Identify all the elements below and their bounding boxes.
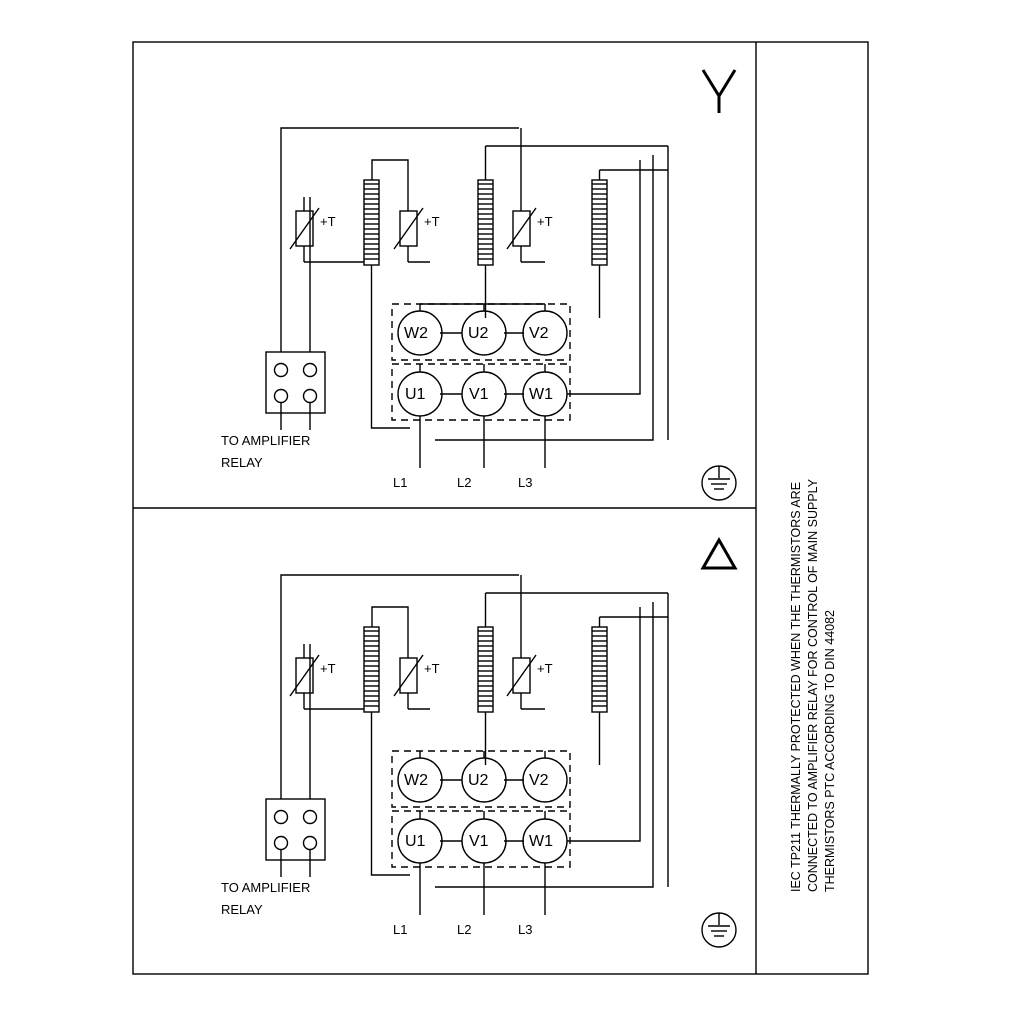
terminal-label-V1-star: V1: [469, 386, 489, 403]
thermistor-label-1-delta: +T: [320, 661, 336, 676]
terminal-label-V2-delta: V2: [529, 772, 549, 789]
amplifier-label-line1-star: TO AMPLIFIER: [221, 433, 311, 448]
side-note-line2: CONNECTED TO AMPLIFIER RELAY FOR CONTROL OF MAIN SUPPLY: [806, 478, 820, 892]
winding-coil-1-star: [364, 180, 379, 310]
thermistor-label-3-star: +T: [537, 214, 553, 229]
amplifier-terminal-block-star: [266, 352, 325, 418]
terminal-label-W1-delta: W1: [529, 833, 553, 850]
thermistor-1-delta: [290, 644, 319, 709]
amplifier-label-line2-star: RELAY: [221, 455, 263, 470]
thermistor-3-star: [507, 197, 536, 262]
amplifier-terminal-block-delta: [266, 799, 325, 865]
winding-coil-3-delta: [592, 593, 668, 887]
supply-label-L3-star: L3: [518, 475, 533, 490]
panel-star: [266, 70, 736, 500]
star-wye-symbol: [703, 70, 735, 113]
terminal-label-V1-delta: V1: [469, 833, 489, 850]
terminal-label-W1-star: W1: [529, 386, 553, 403]
winding-coil-3-star: [592, 146, 668, 440]
earth-ground-icon-delta: [702, 913, 736, 947]
panel-delta: [266, 540, 736, 947]
terminal-label-W2-star: W2: [404, 325, 428, 342]
thermistor-2-star: [394, 197, 423, 262]
thermistor-label-2-delta: +T: [424, 661, 440, 676]
thermistor-3-delta: [507, 644, 536, 709]
delta-triangle-symbol: [703, 540, 735, 568]
winding-coil-1-delta: [364, 627, 379, 757]
amplifier-label-line2-delta: RELAY: [221, 902, 263, 917]
thermistor-label-2-star: +T: [424, 214, 440, 229]
supply-label-L1-star: L1: [393, 475, 408, 490]
side-note-line1: IEC TP211 THERMALLY PROTECTED WHEN THE THERMISTORS ARE: [789, 481, 803, 892]
terminal-label-U1-delta: U1: [405, 833, 426, 850]
terminal-label-U2-star: U2: [468, 325, 489, 342]
thermistor-label-1-star: +T: [320, 214, 336, 229]
earth-ground-icon-star: [702, 466, 736, 500]
terminal-label-U1-star: U1: [405, 386, 426, 403]
supply-label-L2-delta: L2: [457, 922, 472, 937]
thermistor-2-delta: [394, 644, 423, 709]
terminal-label-W2-delta: W2: [404, 772, 428, 789]
thermistor-label-3-delta: +T: [537, 661, 553, 676]
terminal-label-U2-delta: U2: [468, 772, 489, 789]
supply-label-L1-delta: L1: [393, 922, 408, 937]
side-note-line3: THERMISTORS PTC ACCORDING TO DIN 44082: [823, 609, 837, 892]
amplifier-label-line1-delta: TO AMPLIFIER: [221, 880, 311, 895]
supply-label-L3-delta: L3: [518, 922, 533, 937]
supply-label-L2-star: L2: [457, 475, 472, 490]
terminal-label-V2-star: V2: [529, 325, 549, 342]
thermistor-1-star: [290, 197, 319, 262]
